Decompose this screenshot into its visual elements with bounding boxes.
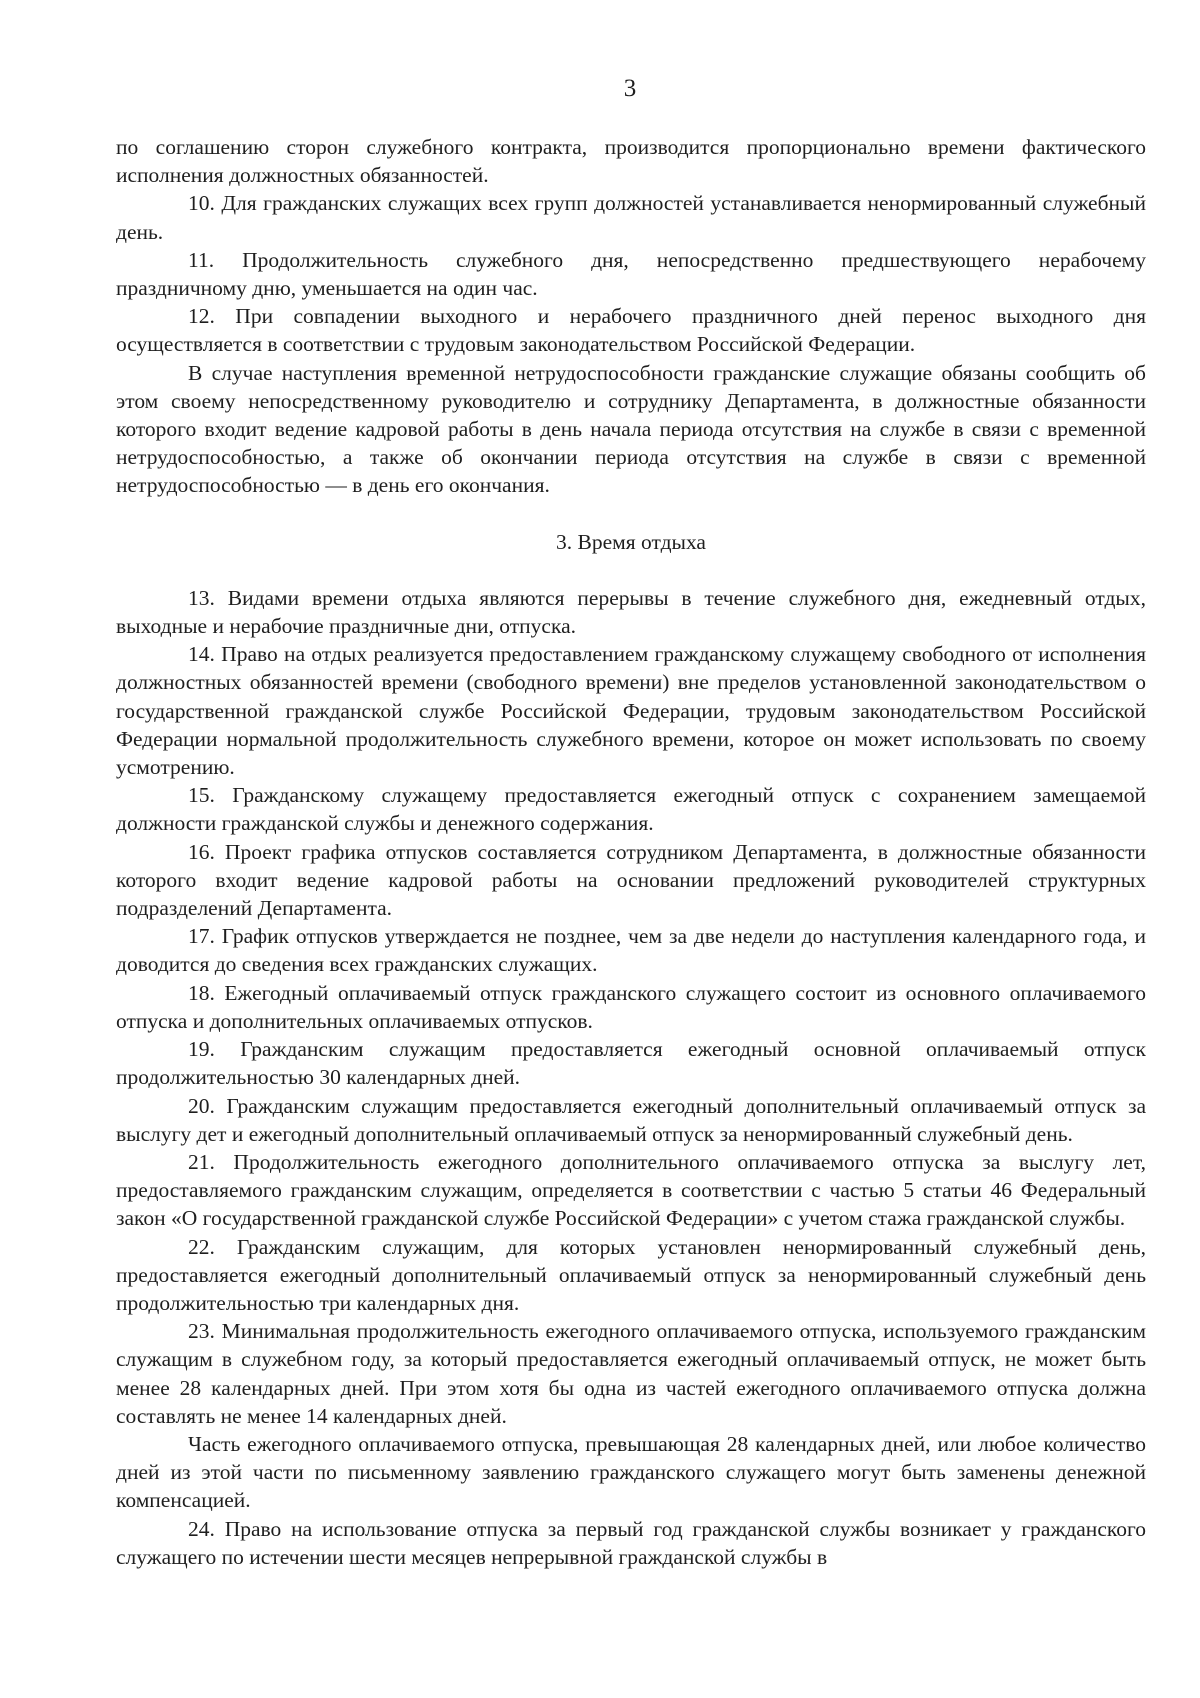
paragraph: 18. Ежегодный оплачиваемый отпуск гражданского служащего состоит из основного оплачиваемого отпуска и дополнительных оплачиваемых отпусков. <box>116 980 1146 1033</box>
paragraph: 20. Гражданским служащим предоставляется ежегодный дополнительный оплачиваемый отпуск за выслугу дет и ежегодный дополнительный оплачиваемый отпуск за ненормированный служебный день. <box>116 1093 1146 1146</box>
paragraphs-before-section <box>116 133 1146 500</box>
paragraph: 21. Продолжительность ежегодного дополнительного оплачиваемого отпуска за выслугу лет, предоставляемого гражданским служащим, определяется в соответствии с частью 5 статьи 46 Федеральный закон «О государственной гражданской службе Российской Федерации» с учетом стажа гражданской службы. <box>116 1149 1146 1231</box>
page-number: 3 <box>623 75 637 102</box>
paragraph: 23. Минимальная продолжительность ежегодного оплачиваемого отпуска, используемого гражданским служащим в служебном году, за который предоставляется ежегодный оплачиваемый отпуск, не может быть менее 28 календарных дней. При этом хотя бы одна из частей ежегодного оплачиваемого отпуска должна составлять не менее 14 календарных дней. <box>116 1319 1146 1428</box>
paragraph: по соглашению сторон служебного контракта, производится пропорционально времени фактического исполнения должностных обязанностей. <box>116 135 1146 188</box>
paragraph: 19. Гражданским служащим предоставляется ежегодный основной оплачиваемый отпуск продолжительностью 30 календарных дней. <box>116 1037 1146 1090</box>
paragraph: В случае наступления временной нетрудоспособности гражданские служащие обязаны сообщить об этом своему непосредственному руководителю и сотруднику Департамента, в должностные обязанности которого входит ведение кадровой работы в день начала периода отсутствия на службе в связи с временной нетрудоспособностью, а также об окончании периода отсутствия на службе в связи с временной нетрудоспособностью — в день его окончания. <box>116 360 1146 498</box>
paragraphs-after-section <box>116 584 1146 1571</box>
paragraph: 11. Продолжительность служебного дня, непосредственно предшествующего нерабочему праздничному дню, уменьшается на один час. <box>116 247 1146 301</box>
paragraph: 12. При совпадении выходного и нерабочего праздничного дней перенос выходного дня осуществляется в соответствии с трудовым законодательством Российской Федерации. <box>116 304 1146 357</box>
paragraph: 14. Право на отдых реализуется предоставлением гражданскому служащему свободного от исполнения должностных обязанностей времени (свободного времени) вне пределов установленной законодательством о государственной гражданской службе Российской Федерации, трудовым законодательством Российской Федерации нормальной продолжительность служебного времени, которое он может использовать по своему усмотрению. <box>116 642 1146 780</box>
paragraph: 22. Гражданским служащим, для которых установлен ненормированный служебный день, предоставляется ежегодный дополнительный оплачиваемый отпуск за ненормированный служебный день продолжительностью три календарных дня. <box>116 1234 1146 1315</box>
paragraph: 16. Проект графика отпусков составляется сотрудником Департамента, в должностные обязанности которого входит ведение кадровой работы на основании предложений руководителей структурных подразделений Департамента. <box>116 839 1146 921</box>
paragraph: 24. Право на использование отпуска за первый год гражданской службы возникает у гражданского служащего по истечении шести месяцев непрерывной гражданской службы в <box>116 1516 1146 1569</box>
paragraph: Часть ежегодного оплачиваемого отпуска, превышающая 28 календарных дней, или любое количество дней из этой части по письменному заявлению гражданского служащего могут быть заменены денежной компенсацией. <box>116 1431 1146 1513</box>
document-body <box>116 133 1146 1571</box>
paragraph: 10. Для гражданских служащих всех групп должностей устанавливается ненормированный служебный день. <box>116 191 1146 244</box>
paragraph: 17. График отпусков утверждается не позднее, чем за две недели до наступления календарного года, и доводится до сведения всех гражданских служащих. <box>116 924 1146 977</box>
section-heading: 3. Время отдыха <box>556 529 706 554</box>
paragraph: 13. Видами времени отдыха являются перерывы в течение служебного дня, ежедневный отдых, выходные и нерабочие праздничные дни, отпуска. <box>116 585 1146 639</box>
paragraph: 15. Гражданскому служащему предоставляется ежегодный отпуск с сохранением замещаемой должности гражданской службы и денежного содержания. <box>116 783 1146 836</box>
